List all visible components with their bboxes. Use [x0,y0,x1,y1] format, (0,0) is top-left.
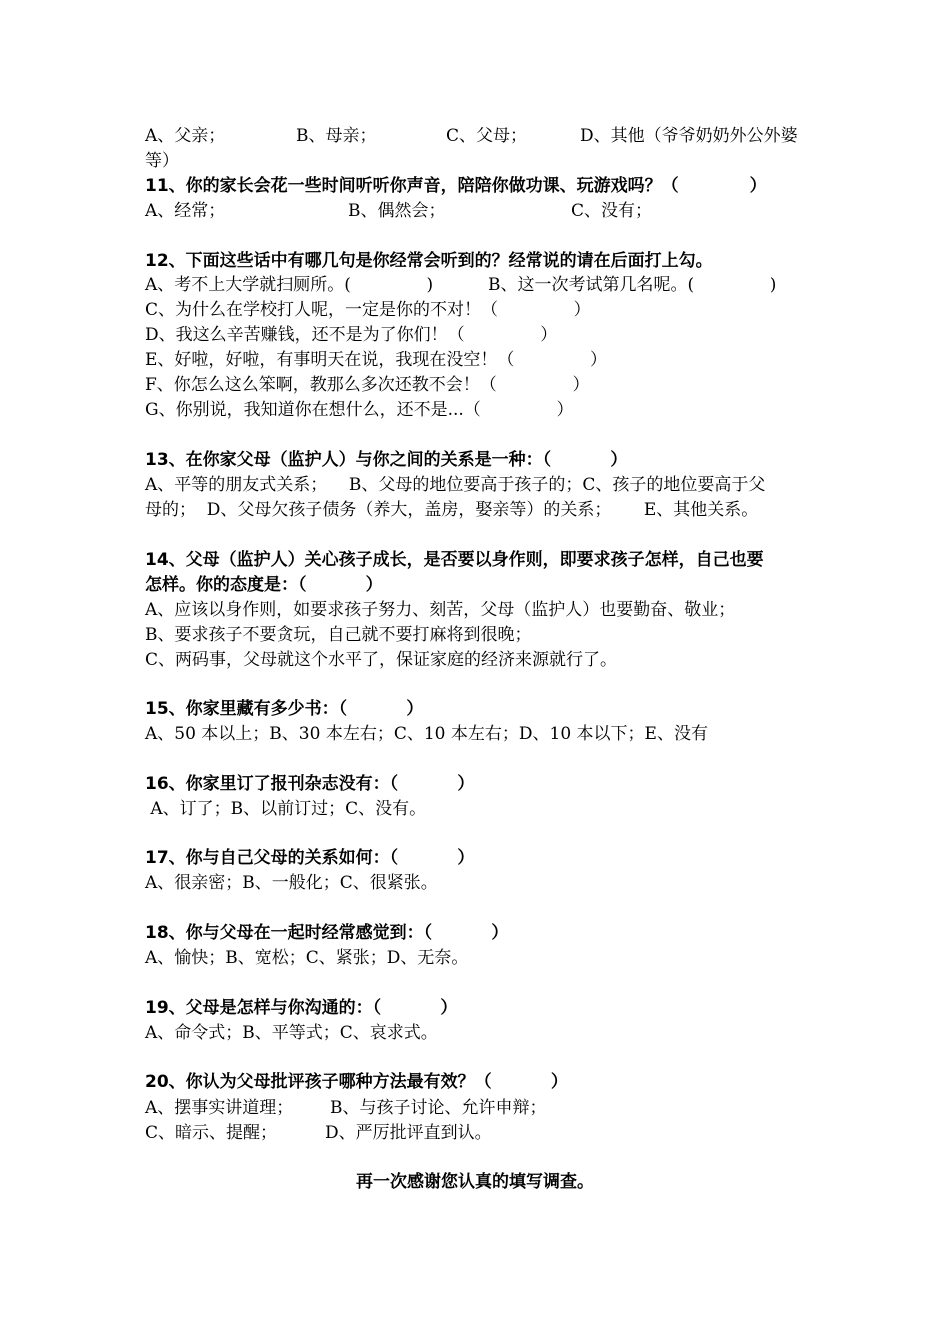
q10-option-b: B、母亲； [296,126,377,146]
q12-option-a: A、考不上大学就扫厕所。( ) [145,275,434,295]
q14-option-c: C、两码事，父母就这个水平了，保证家庭的经济来源就行了。 [145,650,618,670]
q20-option-a: A、摆事实讲道理； [145,1098,294,1118]
q19-options: A、命令式；B、平等式；C、哀求式。 [145,1023,438,1043]
q11-option-a: A、经常； [145,201,226,221]
q12-option-f: F、你怎么这么笨啊，教那么多次还教不会！（ ） [145,375,590,395]
q16-question: 16、你家里订了报刊杂志没有：（ ） [145,774,475,794]
q11-option-b: B、偶然会； [348,201,446,221]
q10-option-c: C、父母； [446,126,528,146]
q14-question-line1: 14、父母（监护人）关心孩子成长，是否要以身作则，即要求孩子怎样，自己也要 [145,550,764,570]
q11-question: 11、你的家长会花一些时间听听你声音，陪陪你做功课、玩游戏吗？（ ） [145,176,767,196]
q13-options-line1: A、平等的朋友式关系； B、父母的地位要高于孩子的；C、孩子的地位要高于父 [145,475,766,495]
q20-option-b: B、与孩子讨论、允许申辩； [330,1098,547,1118]
q12-question: 12、下面这些话中有哪几句是你经常会听到的？经常说的请在后面打上勾。 [145,251,713,271]
q13-options-line2: 母的； D、父母欠孩子债务（养大，盖房，娶亲等）的关系； E、其他关系。 [145,500,759,520]
q20-option-c: C、暗示、提醒； [145,1123,278,1143]
q20-option-d: D、严厉批评直到认。 [325,1123,492,1143]
q15-options: A、50 本以上；B、30 本左右；C、10 本左右；D、10 本以下；E、没有 [145,724,708,744]
q20-question: 20、你认为父母批评孩子哪种方法最有效？（ ） [145,1072,568,1092]
closing-thanks: 再一次感谢您认真的填写调查。 [356,1172,594,1192]
q15-question: 15、你家里藏有多少书：（ ） [145,699,424,719]
q18-question: 18、你与父母在一起时经常感觉到：（ ） [145,923,509,943]
q16-options: A、订了；B、以前订过；C、没有。 [145,799,427,819]
q17-options: A、很亲密；B、一般化；C、很紧张。 [145,873,438,893]
q19-question: 19、父母是怎样与你沟通的：（ ） [145,998,458,1018]
q10-option-d: D、其他（爷爷奶奶外公外婆 [580,126,798,146]
q10-option-a: A、父亲； [145,126,226,146]
q12-option-e: E、好啦，好啦，有事明天在说，我现在没空！（ ） [145,350,608,370]
q12-option-d: D、我这么辛苦赚钱，还不是为了你们！（ ） [145,325,558,345]
q18-options: A、愉快；B、宽松；C、紧张；D、无奈。 [145,948,469,968]
q13-question: 13、在你家父母（监护人）与你之间的关系是一种：（ ） [145,450,628,470]
q11-option-c: C、没有； [571,201,653,221]
q14-option-a: A、应该以身作则，如要求孩子努力、刻苦，父母（监护人）也要勤奋、敬业； [145,600,736,620]
q14-option-b: B、要求孩子不要贪玩，自己就不要打麻将到很晚； [145,625,532,645]
q10-option-d-continued: 等） [145,151,179,171]
q12-option-g: G、你别说，我知道你在想什么，还不是...（ ） [145,400,574,420]
q12-option-b: B、这一次考试第几名呢。( ) [488,275,777,295]
q12-option-c: C、为什么在学校打人呢，一定是你的不对！（ ） [145,300,591,320]
q17-question: 17、你与自己父母的关系如何：（ ） [145,848,475,868]
q14-question-line2: 怎样。你的态度是：（ ） [145,575,383,595]
